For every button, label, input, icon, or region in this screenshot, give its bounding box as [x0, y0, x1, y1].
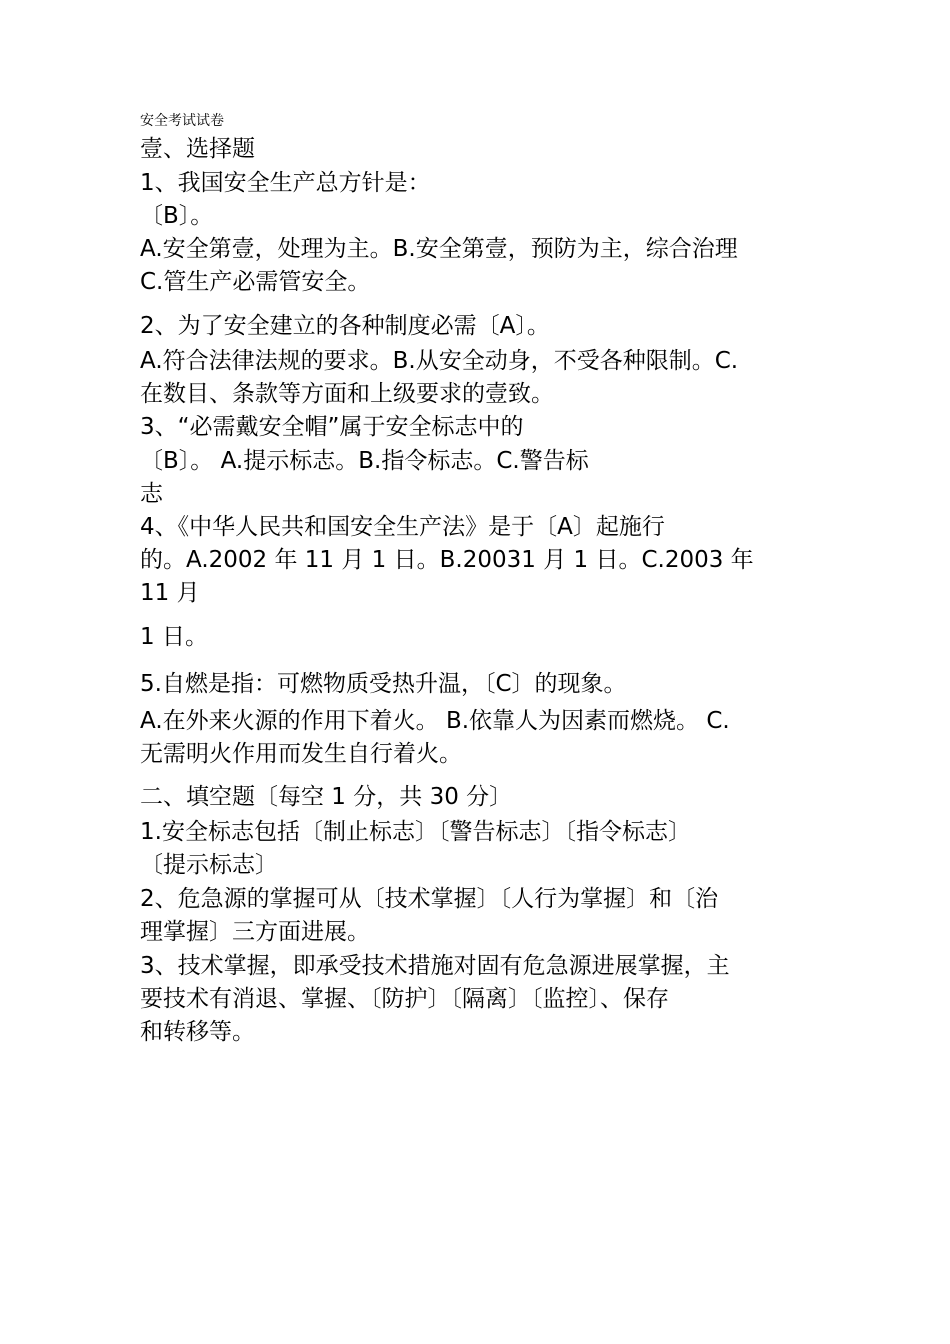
- question-3-options: 〔B〕。 A.提示标志。B.指令标志。C.警告标: [140, 448, 589, 474]
- fill-question-2-cont: 理掌握〕三方面进展。: [140, 919, 370, 945]
- question-3-stem: 3、“必需戴安全帽”属于安全标志中的: [140, 414, 524, 440]
- question-3-options-cont: 志: [140, 481, 163, 507]
- question-1-options-cont: C.管生产必需管安全。: [140, 269, 371, 295]
- question-2-stem: 2、为了安全建立的各种制度必需〔A〕。: [140, 313, 550, 339]
- question-4-stem: 4、《中华人民共和国安全生产法》是于〔A〕起施行: [140, 514, 665, 540]
- question-4-options-end: 1 日。: [140, 624, 208, 650]
- question-4-options-cont: 11 月: [140, 580, 200, 606]
- fill-question-2: 2、危急源的掌握可从〔技术掌握〕〔人行为掌握〕和〔治: [140, 886, 719, 912]
- question-1-options: A.安全第壹，处理为主。B.安全第壹，预防为主，综合治理: [140, 236, 738, 262]
- fill-question-1: 1.安全标志包括〔制止标志〕〔警告标志〕〔指令标志〕: [140, 819, 691, 845]
- question-1-answer: 〔B〕。: [140, 203, 214, 229]
- fill-question-3-cont: 要技术有消退、掌握、〔防护〕〔隔离〕〔监控〕、保存: [140, 986, 669, 1012]
- question-5-options-cont: 无需明火作用而发生自行着火。: [140, 741, 462, 767]
- question-5-stem: 5.自燃是指：可燃物质受热升温，〔C〕的现象。: [140, 671, 627, 697]
- question-4-options: 的。A.2002 年 11 月 1 日。B.20031 月 1 日。C.2003 年: [140, 547, 754, 573]
- section-title-choice: 壹、选择题: [140, 136, 255, 162]
- fill-question-3: 3、技术掌握，即承受技术措施对固有危急源进展掌握，主: [140, 953, 730, 979]
- question-5-options: A.在外来火源的作用下着火。 B.依靠人为因素而燃烧。 C.: [140, 708, 730, 734]
- question-2-options: A.符合法律法规的要求。B.从安全动身，不受各种限制。C.: [140, 348, 739, 374]
- fill-question-1-cont: 〔提示标志〕: [140, 852, 278, 878]
- question-1-stem: 1、我国安全生产总方针是：: [140, 170, 431, 196]
- document-header: 安全考试试卷: [140, 113, 224, 129]
- question-2-options-cont: 在数目、条款等方面和上级要求的壹致。: [140, 381, 554, 407]
- section-title-fill-blank: 二、填空题〔每空 1 分，共 30 分〕: [140, 784, 513, 810]
- fill-question-3-end: 和转移等。: [140, 1019, 255, 1045]
